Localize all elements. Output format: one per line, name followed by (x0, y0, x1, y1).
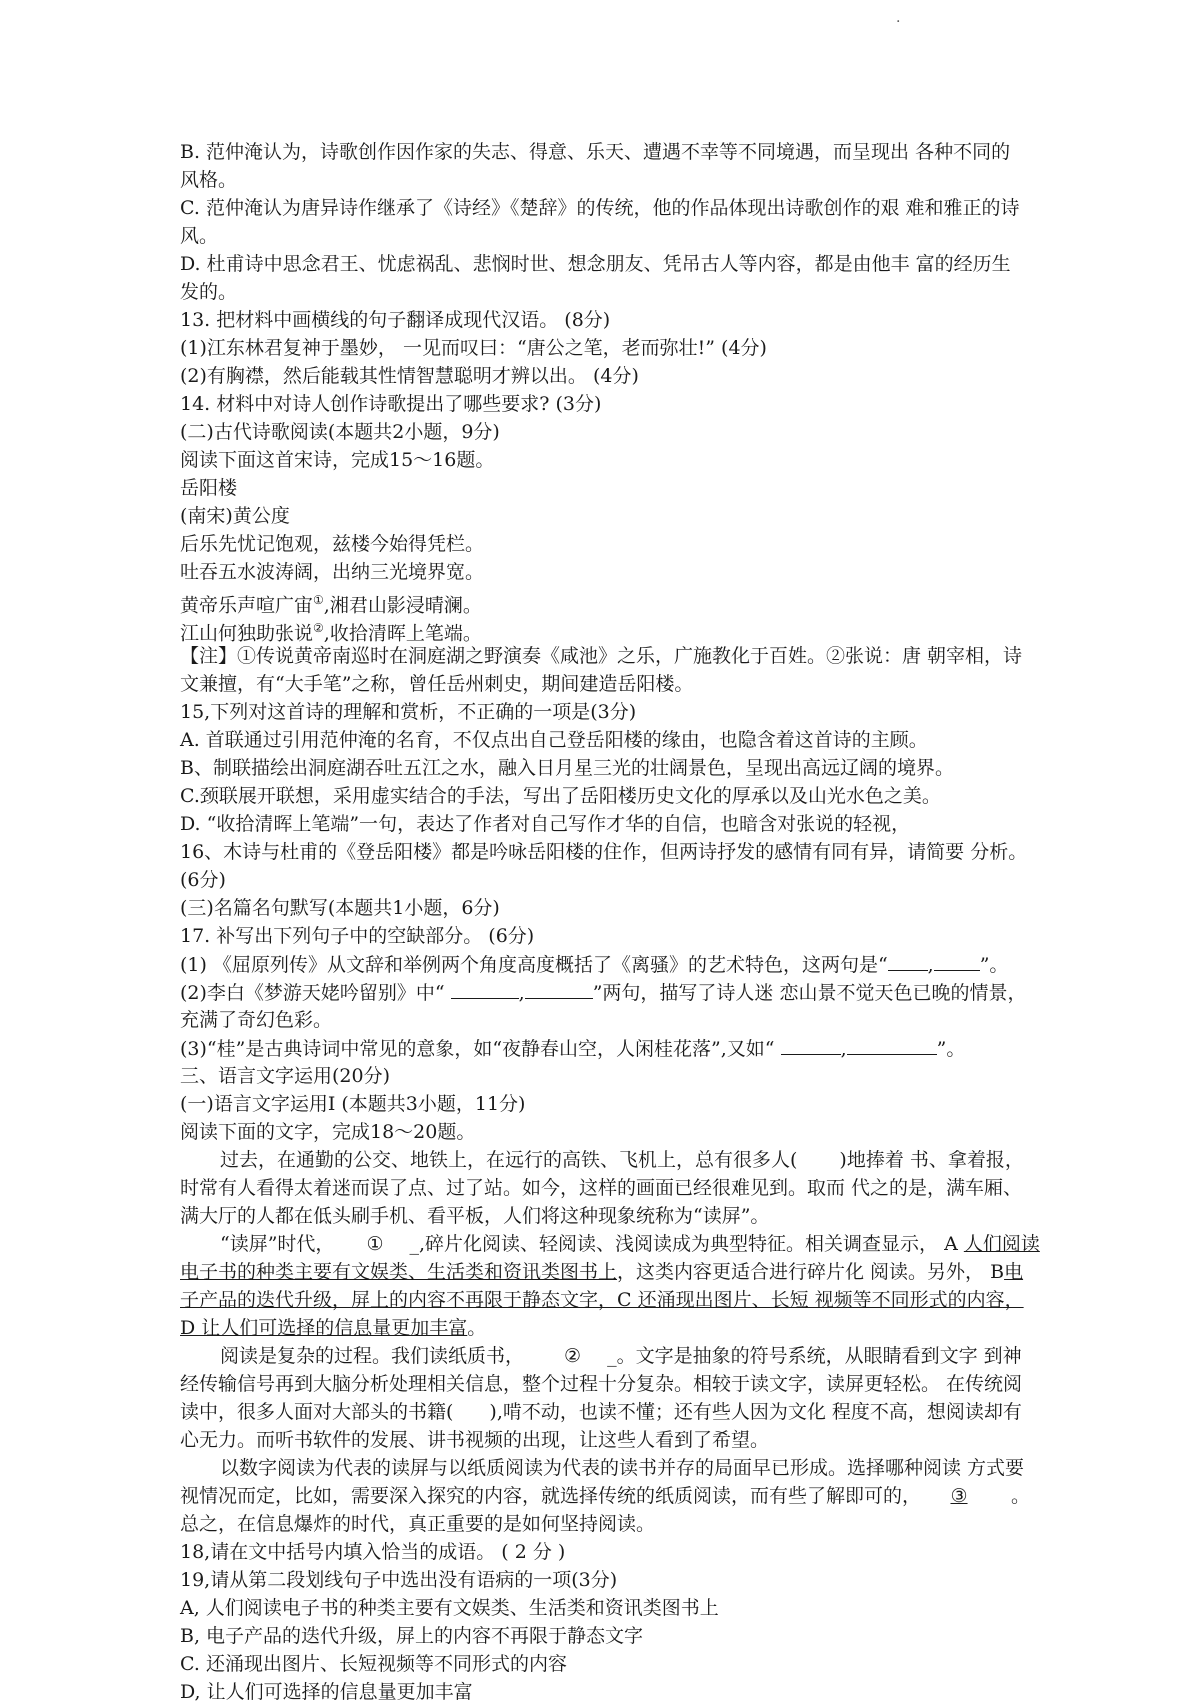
question-16-line2: (6分) (180, 869, 226, 891)
option-b-line1: B. 范仲淹认为，诗歌创作因作家的失志、得意、乐天、遭遇不幸等不同境遇，而呈现出 各种不同的 (180, 141, 1011, 163)
passage-p2-line4 (180, 1314, 1140, 1342)
poem-author: (南宋)黄公度 (180, 505, 290, 527)
question-17: 17. 补写出下列句子中的空缺部分。 (6分) (180, 925, 535, 947)
poem-notes-line1: 【注】①传说黄帝南巡时在洞庭湖之野演奏《咸池》之乐，广施教化于百姓。②张说：唐 朝宰相，诗 (180, 645, 1023, 667)
question-17-3-text: (3)“桂”是古典诗词中常见的意象，如“夜静春山空，人闲桂花落”,又如“ (180, 1038, 781, 1060)
question-17-2-line2: 充满了奇幻色彩。 (180, 1009, 333, 1031)
question-17-1-text: (1) 《屈原列传》从文辞和举例两个角度高度概括了《离骚》的艺术特色，这两句是“ (180, 954, 888, 976)
passage-p2-line4-end: 。 (467, 1317, 487, 1339)
poem-line-4-a: 江山何独助张说 (180, 622, 314, 645)
document-body (180, 138, 1140, 1706)
answer-blank[interactable] (847, 1034, 937, 1055)
question-13-1: (1)江东林君复神于墨妙， 一见而叹曰：“唐公之笔，老而弥壮!” (4分) (180, 337, 767, 359)
question-16-line1: 16、木诗与杜甫的《登岳阳楼》都是吟咏岳阳楼的住作，但两诗抒发的感情有同有异，请简要 分析。 (180, 841, 1028, 863)
blank-separator: , (518, 982, 525, 1004)
question-15-option-d: D. “收拾清晖上笔端”一句，表达了作者对自己写作才华的自信，也暗含对张说的轻视， (180, 813, 911, 835)
reading-instruction: 阅读下面的文字，完成18～20题。 (180, 1121, 476, 1143)
poem-title: 岳阳楼 (180, 477, 238, 499)
passage-p2-line3: 子产品的迭代升级，屏上的内容不再限于静态文字，C 还涌现出图片、长短 视频等不同形式的内容， (180, 1289, 1024, 1311)
question-15: 15,下列对这首诗的理解和赏析，不正确的一项是(3分) (180, 701, 637, 723)
part-three-heading: 三、语言文字运用(20分) (180, 1065, 391, 1087)
passage-p4-line1: 以数字阅读为代表的读屏与以纸质阅读为代表的读书并存的局面早已形成。选择哪种阅读 方式要 (220, 1457, 1025, 1479)
option-b-line2: 风格。 (180, 169, 238, 191)
blank-marker-2: ② (564, 1345, 582, 1367)
passage-p2-line2-b: ，这类内容更适合进行碎片化 阅读。另外， B (617, 1261, 1005, 1283)
passage-p1-line3: 满大厅的人都在低头刷手机、看平板，人们将这种现象统称为“读屏”。 (180, 1205, 770, 1227)
passage-p4-line2 (180, 1482, 1140, 1510)
answer-blank[interactable] (888, 950, 928, 971)
passage-p3-line3-b: ),啃不动，也读不懂；还有些人因为文化 程度不高，想阅读却有 (489, 1401, 1022, 1423)
question-18: 18,请在文中括号内填入恰当的成语。 ( 2 分 ) (180, 1541, 566, 1563)
passage-p3-line3-a: 读中，很多人面对大部头的书籍( (180, 1401, 454, 1423)
option-d-line2: 发的。 (180, 281, 238, 303)
passage-p2-line1-c: _,碎片化阅读、轻阅读、浅阅读成为典型特征。相关调查显示， A (409, 1233, 964, 1255)
answer-blank[interactable] (525, 978, 593, 999)
underlined-sentence-a: 人们阅读 (963, 1233, 1040, 1255)
option-c-line2: 风。 (180, 225, 219, 247)
footnote-marker-2: ② (313, 621, 324, 635)
question-17-3-end: ”。 (936, 1038, 966, 1060)
passage-p2-line1-a: “读屏”时代， (220, 1233, 335, 1255)
passage-p1-line1-b: )地捧着 书、拿着报， (839, 1149, 1024, 1171)
poem-line-1: 后乐先忧记饱观，兹楼今始得凭栏。 (180, 533, 485, 555)
passage-p1-line1-a: 过去，在通勤的公交、地铁上，在远行的高铁、飞机上，总有很多人( (220, 1149, 798, 1171)
question-19-option-c: C. 还涌现出图片、长短视频等不同形式的内容 (180, 1653, 567, 1675)
passage-p3-line1 (180, 1342, 1140, 1370)
poem-line-2: 吐吞五水波涛阔，出纳三光境界宽。 (180, 561, 485, 583)
section-heading-language: (一)语言文字运用Ⅰ (本题共3小题，11分) (180, 1093, 526, 1115)
answer-blank[interactable] (781, 1034, 841, 1055)
underlined-sentence-d: D 让人们可选择的信息量更加丰富 (180, 1317, 468, 1339)
passage-p3-line1-a: 阅读是复杂的过程。我们读纸质书， (220, 1345, 525, 1367)
passage-p4-line2-a: 视情况而定，比如，需要深入探究的内容，就选择传统的纸质阅读，而有些了解即可的， (180, 1485, 922, 1507)
passage-p1-line2: 时常有人看得太着迷而误了点、过了站。如今，这样的画面已经很难见到。取而 代之的是，满车厢、 (180, 1177, 1023, 1199)
question-13-2: (2)有胸襟，然后能载其性情智慧聪明才辨以出。 (4分) (180, 365, 639, 387)
poem-line-4-b: ,收拾清晖上笔端。 (323, 622, 482, 645)
question-17-2 (180, 978, 1140, 1006)
option-c-line1: C. 范仲淹认为唐异诗作继承了《诗经》《楚辞》的传统，他的作品体现出诗歌创作的艰 难和雅正的诗 (180, 197, 1020, 219)
blank-marker-1: ① (366, 1233, 384, 1255)
poem-notes-line2: 文兼擅，有“大手笔”之称，曾任岳州刺史，期间建造岳阳楼。 (180, 673, 694, 695)
question-17-3 (180, 1034, 1140, 1062)
header-mark: . (896, 10, 901, 26)
passage-p4-line2-end: 。 (1011, 1485, 1031, 1507)
poem-line-3-a: 黄帝乐声喧广宙 (180, 594, 314, 617)
answer-blank[interactable] (934, 950, 980, 971)
question-17-1-end: ”。 (979, 954, 1009, 976)
poem-line-4 (180, 614, 1140, 645)
question-19-option-b: B, 电子产品的迭代升级，屏上的内容不再限于静态文字 (180, 1625, 644, 1647)
question-14: 14. 材料中对诗人创作诗歌提出了哪些要求? (3分) (180, 393, 602, 415)
passage-p3-line3 (180, 1398, 1140, 1426)
question-15-option-b: B、制联描绘出洞庭湖吞吐五江之水，融入日月星三光的壮阔景色，呈现出高远辽阔的境界。 (180, 757, 954, 779)
passage-p3-line1-c: _。文字是抽象的符号系统，从眼睛看到文字 到神 (607, 1345, 1022, 1367)
question-17-1 (180, 950, 1140, 978)
section-heading-recitation: (三)名篇名句默写(本题共1小题，6分) (180, 897, 500, 919)
blank-separator: , (840, 1038, 847, 1060)
question-19-option-d: D, 让人们可选择的信息量更加丰富 (180, 1681, 473, 1703)
question-19: 19,请从第二段划线句子中选出没有语病的一项(3分) (180, 1569, 618, 1591)
option-d-line1: D. 杜甫诗中思念君王、忧虑祸乱、悲悯时世、想念朋友、凭吊古人等内容，都是由他丰 富的经历生 (180, 253, 1011, 275)
passage-p2-line1 (180, 1230, 1140, 1258)
question-17-2-text: (2)李白《梦游天姥吟留别》中“ (180, 982, 451, 1004)
passage-p3-line4: 心无力。而听书软件的发展、讲书视频的出现，让这些人看到了希望。 (180, 1429, 770, 1451)
blank-separator: , (927, 954, 934, 976)
question-19-option-a: A, 人们阅读电子书的种类主要有文娱类、生活类和资讯类图书上 (180, 1597, 719, 1619)
blank-marker-3[interactable]: ③ (950, 1485, 968, 1507)
passage-p3-line2: 经传输信号再到大脑分析处理相关信息，整个过程十分复杂。相较于读文字，读屏更轻松。 在传统阅 (180, 1373, 1023, 1395)
passage-p2-line2 (180, 1258, 1140, 1286)
footnote-marker-1: ① (313, 593, 324, 607)
underlined-sentence-b: 电 (1004, 1261, 1024, 1283)
passage-p4-line3: 总之，在信息爆炸的时代，真正重要的是如何坚持阅读。 (180, 1513, 656, 1535)
poem-line-3 (180, 586, 1140, 617)
poetry-instruction: 阅读下面这首宋诗，完成15～16题。 (180, 449, 495, 471)
poem-line-3-b: ,湘君山影浸晴澜。 (323, 594, 482, 617)
question-13: 13. 把材料中画横线的句子翻译成现代汉语。 (8分) (180, 309, 611, 331)
question-15-option-a: A. 首联通过引用范仲淹的名育，不仅点出自己登岳阳楼的缘由，也隐含着这首诗的主顾。 (180, 729, 928, 751)
question-15-option-c: C.颈联展开联想，采用虚实结合的手法，写出了岳阳楼历史文化的厚承以及山光水色之美。 (180, 785, 941, 807)
underlined-sentence-a-cont: 电子书的种类主要有文娱类、生活类和资讯类图书上 (180, 1261, 618, 1283)
question-17-2-rest: ”两句，描写了诗人迷 恋山景不觉天色已晚的情景， (592, 982, 1027, 1004)
section-heading-poetry: (二)古代诗歌阅读(本题共2小题，9分) (180, 421, 500, 443)
answer-blank[interactable] (451, 978, 519, 999)
passage-p1-line1 (180, 1146, 1140, 1174)
